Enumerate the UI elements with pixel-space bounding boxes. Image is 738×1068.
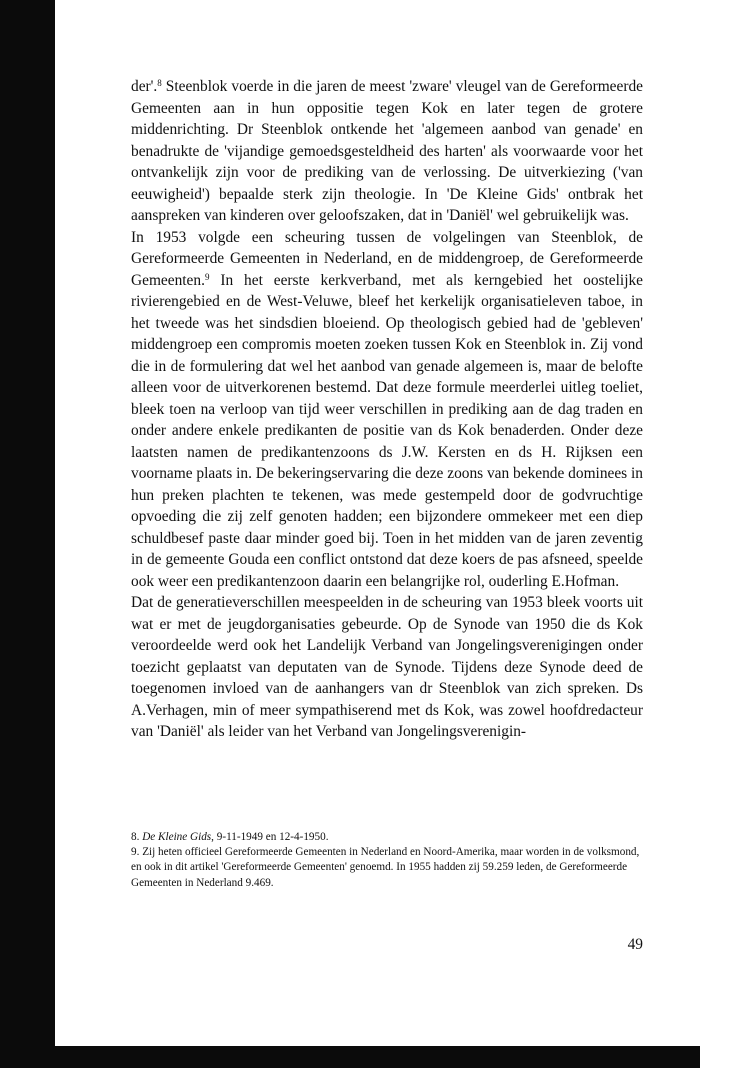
paragraph: Dat de generatieverschillen meespeelden in de scheuring van 1953 bleek voorts uit wat er met de jeugdorganisaties gebeurde. Op de Synode van 1950 die ds Kok veroordeelde werd ook het Landelijk Verband van Jongelingsverenigingen onder toezicht geplaatst van deputaten van de Synode. Tijdens deze Synode deed de toegenomen invloed van de aanhangers van dr Steenblok van zich spreken. Ds A.Verhagen, min of meer sympathiserend met ds Kok, was zowel hoofdredacteur van 'Daniël' als leider van het Verband van Jongelingsverenigin- <box>131 594 643 740</box>
footnote-number: 8. <box>131 831 140 843</box>
footnote-number: 9. <box>131 846 140 859</box>
paragraph-text: der'. <box>131 78 158 95</box>
page-content <box>131 76 643 743</box>
paragraph <box>131 227 643 593</box>
page-number: 49 <box>627 936 643 953</box>
footnote-title: De Kleine Gids <box>142 831 212 843</box>
footnote-text: Zij heten officieel Gereformeerde Gemeenten in Nederland en Noord-Amerika, maar worden in de volksmond, en ook in dit artikel 'Gereformeerde Gemeenten' genoemd. In 1955 hadden zij 59.259 leden, de Gereformeerde Gemeenten in Nederland 9.469. <box>131 846 640 889</box>
paragraph-text: Steenblok voerde in die jaren de meest 'zware' vleugel van de Gereformeerde Gemeenten aan in hun oppositie tegen Kok en later tegen de grotere middenrichting. Dr Steenblok ontkende het 'algemeen aanbod van genade' en benadrukte de 'vijandige gemoedsgesteldheid des harten' als voorwaarde voor het ontvankelijk zijn voor de prediking van de verlossing. De uitverkiezing ('van eeuwigheid') bepaalde sterk zijn theologie. In 'De Kleine Gids' ontbrak het aanspreken van kinderen over geloofszaken, dat in 'Daniël' wel gebruikelijk was. <box>131 78 643 224</box>
footnote-text: , 9-11-1949 en 12-4-1950. <box>211 831 329 843</box>
paragraph <box>131 76 643 227</box>
scan-border-bottom <box>0 1046 700 1068</box>
scan-border-left <box>0 0 55 1068</box>
paragraph-text: In 1953 volgde een scheuring tussen de volgelingen van Steenblok, de Gereformeerde Gemeenten in Nederland, en de middengroep, de Gereformeerde Gemeenten. <box>131 228 643 289</box>
footnote-ref: 8 <box>157 78 162 88</box>
footnotes <box>131 830 643 891</box>
footnote-ref: 9 <box>204 271 210 282</box>
footnote <box>131 845 643 891</box>
body-text <box>131 76 643 743</box>
footnote <box>131 830 643 845</box>
paragraph-text: In het eerste kerkverband, met als kerngebied het oostelijke rivierengebied en de West-Veluwe, bleef het kerkelijk organisatieleven taboe, in het tweede was het sindsdien bloeiend. Op theologisch gebied had de 'gebleven' middengroep een compromis moeten zoeken tussen Kok en Steenblok in. Zij vond die in de formulering dat wel het aanbod van genade algemeen is, maar de belofte alleen voor de uitverkorenen bestemd. Dat deze formule meerderlei uitleg toeliet, bleek toen na verloop van tijd weer verschillen in prediking aan de dag traden en onder andere enkele predikanten de positie van ds Kok benaderden. Onder deze laatsten namen de predikantenzoons ds J.W. Kersten en ds H. Rijksen een voorname plaats in. De bekeringservaring die deze zoons van bekende dominees in hun preken plachten te tekenen, was mede gestempeld door de godvruchtige opvoeding die zij zelf genoten hadden; een bijzondere ommekeer met een diep schuldbesef paste daar minder goed bij. Toen in het midden van de jaren zeventig in de gemeente Gouda een conflict ontstond dat deze koers de pas afsneed, speelde ook weer een predikantenzoon daarin een belangrijke rol, ouderling E.Hofman. <box>131 271 643 590</box>
